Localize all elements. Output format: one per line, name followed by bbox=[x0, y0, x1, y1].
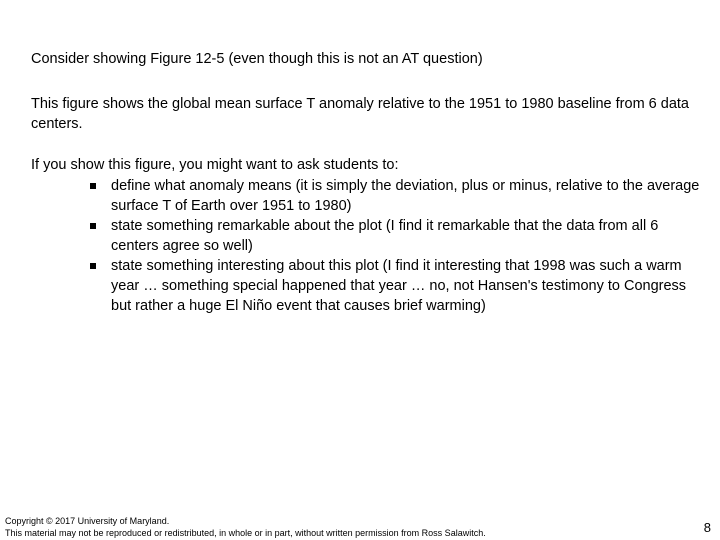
footer bbox=[5, 515, 486, 539]
bullet-text: state something remarkable about the plot (I find it remarkable that the data from all 6 centers agree so well) bbox=[111, 218, 659, 254]
page-number: 8 bbox=[703, 520, 711, 535]
copyright-text: Copyright © 2017 University of Maryland. bbox=[5, 516, 170, 526]
bullet-text: define what anomaly means (it is simply the deviation, plus or minus, relative to the average surface T of Earth over 1951 to 1980) bbox=[111, 178, 700, 214]
list-item bbox=[0, 216, 706, 256]
bullet-text: state something interesting about this plot (I find it interesting that 1998 was such a warm year … something special happened that year … no, not Hansen's testimony to Congress but rather a huge El Niño event that causes brief warming) bbox=[111, 258, 687, 314]
permission-notice: This material may not be reproduced or redistributed, in whole or in part, without written permission from Ross Salawitch. bbox=[5, 528, 486, 538]
square-bullet-icon bbox=[90, 263, 96, 269]
figure-description: This figure shows the global mean surface T anomaly relative to the 1951 to 1980 baseline from 6 data centers. bbox=[31, 96, 689, 132]
question-lead-in: If you show this figure, you might want to ask students to: bbox=[31, 157, 399, 173]
bullet-list bbox=[0, 176, 720, 316]
square-bullet-icon bbox=[90, 183, 96, 189]
intro-paragraph: Consider showing Figure 12-5 (even though this is not an AT question) bbox=[31, 51, 483, 67]
square-bullet-icon bbox=[90, 223, 96, 229]
list-item bbox=[0, 176, 706, 216]
list-item bbox=[0, 256, 706, 316]
